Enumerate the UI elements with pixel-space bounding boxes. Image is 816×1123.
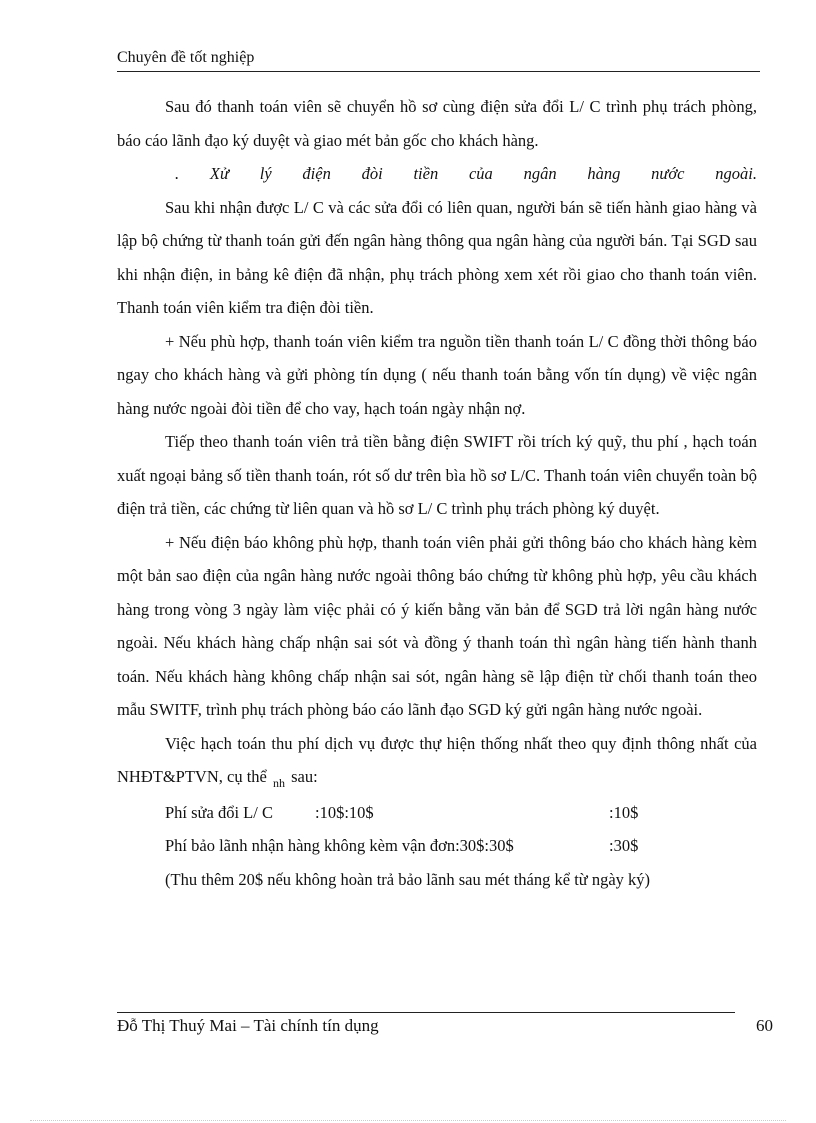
header-divider — [117, 71, 760, 72]
page-number: 60 — [756, 1016, 773, 1035]
fee-note: (Thu thêm 20$ nếu không hoàn trả bảo lãnh sau mét tháng kể từ ngày ký) — [165, 869, 651, 889]
footer-author: Đỗ Thị Thuý Mai – Tài chính tín dụng — [117, 1016, 379, 1035]
fee-value: :10$:10$ — [315, 802, 374, 822]
fee-value-total: :30$ — [609, 836, 639, 855]
page-header-title: Chuyên đề tốt nghiệp — [117, 49, 255, 66]
fee-label: Phí sửa đổi L/ C — [165, 802, 273, 822]
paragraph-6-end: sau: — [291, 767, 318, 786]
paragraph-3: + Nếu phù hợp, thanh toán viên kiểm tra nguồn tiền thanh toán L/ C đồng thời thông báo ngay cho khách hàng và gửi phòng tín dụng ( nếu thanh toán bằng vốn tín dụng) về việc ngân hàng nước ngoài đòi tiền để cho vay, hạch toán ngày nhận nợ. — [117, 331, 757, 418]
paragraph-6-subscript: nh — [272, 776, 285, 790]
fee-value-total: :10$ — [609, 802, 639, 822]
paragraph-1: Sau đó thanh toán viên sẽ chuyển hồ sơ cùng điện sửa đổi L/ C trình phụ trách phòng, báo cáo lãnh đạo ký duyệt và giao mét bản gốc cho khách hàng. — [117, 97, 757, 150]
page-bottom-border — [30, 1120, 786, 1121]
document-body — [117, 90, 757, 896]
fee-label: Phí bảo lãnh nhận hàng không kèm vận đơn:30$:30$ — [165, 836, 514, 855]
fee-row-amendment — [117, 796, 757, 830]
paragraph-6-main: Việc hạch toán thu phí dịch vụ được thự hiện thống nhất theo quy định thông nhất của NHĐT&PTVN, cụ thể — [117, 733, 757, 786]
paragraph-5: + Nếu điện báo không phù hợp, thanh toán viên phải gửi thông báo cho khách hàng kèm một bản sao điện của ngân hàng nước ngoài thông báo chứng từ không phù hợp, yêu cầu khách hàng trong vòng 3 ngày làm việc phải có ý kiến bằng văn bản để SGD trả lời ngân hàng nước ngoài. Nếu khách hàng chấp nhận sai sót và đồng ý thanh toán thì ngân hàng tiến hành thanh toán. Nếu khách hàng không chấp nhận sai sót, ngân hàng sẽ lập điện từ chối thanh toán theo mẫu SWITF, trình phụ trách phòng báo cáo lãnh đạo SGD ký gửi ngân hàng nước ngoài. — [117, 532, 757, 719]
paragraph-6 — [117, 727, 757, 796]
paragraph-4: Tiếp theo thanh toán viên trả tiền bằng điện SWIFT rồi trích ký quỹ, thu phí , hạch toán xuất ngoại bảng số tiền thanh toán, rót số dư trên bìa hồ sơ L/C. Thanh toán viên chuyển toàn bộ điện trả tiền, các chứng từ liên quan và hồ sơ L/ C trình phụ trách phòng ký duyệt. — [117, 432, 757, 518]
footer-divider — [117, 1012, 735, 1013]
paragraph-2: Sau khi nhận được L/ C và các sửa đổi có liên quan, người bán sẽ tiến hành giao hàng và lập bộ chứng từ thanh toán gửi đến ngân hàng thông qua ngân hàng của người bán. Tại SGD sau khi nhận điện, in bảng kê điện đã nhận, phụ trách phòng xem xét rồi giao cho thanh toán viên. Thanh toán viên kiểm tra điện đòi tiền. — [117, 197, 757, 317]
section-heading: . Xử lý điện đòi tiền của ngân hàng nước ngoài. — [175, 164, 757, 183]
fee-row-guarantee — [117, 829, 757, 863]
